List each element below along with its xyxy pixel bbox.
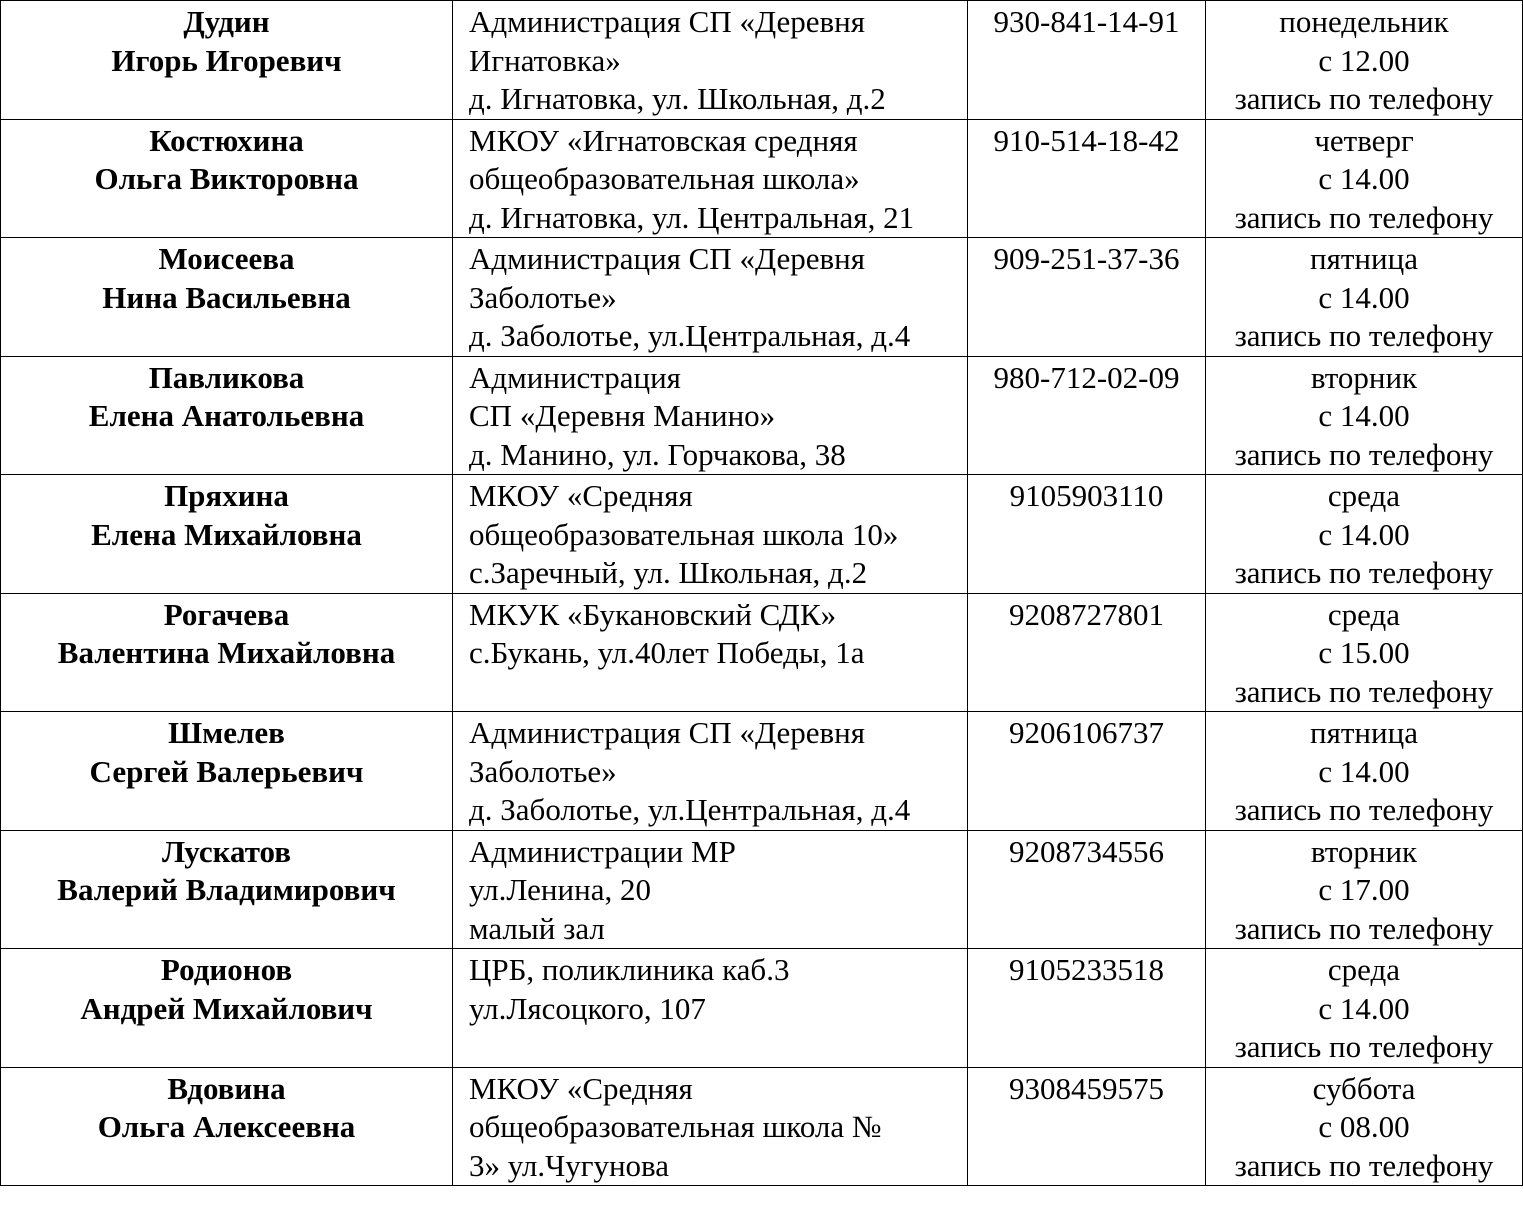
deputy-name-cell [1,830,453,949]
reception-place-cell [453,712,968,831]
phone-number: 9206106737 [1009,715,1164,750]
reception-day: среда [1327,952,1401,987]
appointment-note: запись по телефону [1234,555,1494,590]
reception-schedule-body [1,1,1523,1186]
deputy-given-names: Валерий Владимирович [57,872,396,907]
phone-number: 909-251-37-36 [993,241,1180,276]
reception-time-cell [1206,475,1523,594]
deputy-given-names: Елена Михайловна [91,516,362,552]
reception-place-line: ул.Ленина, 20 [469,872,651,907]
phone-number: 910-514-18-42 [993,122,1180,158]
deputy-name-cell [1,475,453,594]
appointment-note: запись по телефону [1234,1147,1494,1183]
reception-place-cell [453,356,968,475]
reception-place-line: МКОУ «Игнатовская средняя [469,122,858,158]
deputy-name-cell [1,1,453,120]
reception-place-line: д. Манино, ул. Горчакова, 38 [469,436,846,472]
deputy-name [1,357,452,436]
reception-place-line: общеобразовательная школа» [469,161,860,196]
reception-place-line: общеобразовательная школа № [469,1109,882,1144]
reception-day: вторник [1310,833,1418,869]
phone-cell [968,238,1206,357]
reception-place-line: Администрация СП «Деревня [469,715,866,750]
deputy-surname: Вдовина [167,1070,286,1106]
phone-cell [968,830,1206,949]
reception-place-line: МКОУ «Средняя [469,478,693,513]
reception-place-line: Администрация [469,359,681,395]
reception-place [469,949,967,1028]
table-row [1,949,1523,1068]
reception-place-cell [453,949,968,1068]
reception-place-line: СП «Деревня Манино» [469,398,776,433]
appointment-note: запись по телефону [1234,81,1494,116]
reception-place-line: Администрации МР [469,833,736,869]
reception-place [469,238,967,356]
reception-place-line: с.Заречный, ул. Школьная, д.2 [469,555,868,590]
reception-place-line: малый зал [469,910,605,946]
phone-cell [968,1067,1206,1186]
reception-place-line: Заболотье» [469,279,617,315]
table-row [1,830,1523,949]
reception-place-cell [453,1067,968,1186]
phone-cell [968,949,1206,1068]
deputy-surname: Костюхина [149,122,304,158]
deputy-name-cell [1,238,453,357]
deputy-surname: Шмелев [168,715,285,750]
deputy-surname: Моисеева [158,241,295,276]
reception-day: среда [1327,596,1401,632]
deputy-given-names: Нина Васильевна [102,279,351,315]
appointment-note: запись по телефону [1234,1029,1494,1064]
appointment-note: запись по телефону [1234,910,1494,946]
reception-place-line: Администрация СП «Деревня [469,241,866,276]
deputy-name [1,1068,452,1147]
phone-cell [968,475,1206,594]
reception-place-line: ЦРБ, поликлиника каб.3 [469,952,790,987]
deputy-given-names: Ольга Викторовна [94,161,359,196]
reception-place-cell [453,593,968,712]
reception-time-cell [1206,238,1523,357]
table-row [1,238,1523,357]
reception-time: с 14.00 [1318,990,1410,1026]
reception-place-line: 3» ул.Чугунова [469,1147,670,1183]
phone-number: 9105903110 [1009,478,1164,513]
reception-place-cell [453,475,968,594]
reception-day: пятница [1310,241,1418,276]
table-row [1,1,1523,120]
reception-time-cell [1206,1067,1523,1186]
reception-place-line: Игнатовка» [469,42,621,78]
reception-time: с 14.00 [1318,398,1410,433]
appointment-note: запись по телефону [1234,199,1494,235]
reception-time: с 14.00 [1318,516,1410,552]
deputy-surname: Родионов [160,952,293,987]
reception-time-cell [1206,830,1523,949]
phone-cell [968,119,1206,238]
reception-place [469,1068,967,1186]
phone-number: 9105233518 [1009,952,1164,987]
reception-place [469,120,967,238]
deputy-given-names: Ольга Алексеевна [97,1109,356,1144]
deputy-name [1,120,452,199]
reception-place [469,594,967,673]
deputy-surname: Пряхина [164,478,289,513]
reception-place-line: ул.Лясоцкого, 107 [469,990,706,1026]
reception-time-cell [1206,712,1523,831]
deputy-name [1,238,452,317]
reception-place-line: д. Игнатовка, ул. Центральная, 21 [469,199,915,235]
table-row [1,593,1523,712]
phone-cell [968,1,1206,120]
deputy-name [1,712,452,791]
phone-number: 9308459575 [1009,1070,1164,1106]
phone-cell [968,356,1206,475]
deputy-surname: Рогачева [163,596,290,632]
table-row [1,119,1523,238]
reception-time: с 14.00 [1318,279,1410,315]
reception-time-cell [1206,1,1523,120]
reception-time-cell [1206,119,1523,238]
phone-number: 9208727801 [1009,596,1164,632]
deputy-name-cell [1,593,453,712]
deputy-name [1,949,452,1028]
reception-time: с 15.00 [1318,635,1410,670]
reception-day: четверг [1314,122,1414,158]
reception-place-line: д. Игнатовка, ул. Школьная, д.2 [469,81,886,116]
reception-place-line: д. Заболотье, ул.Центральная, д.4 [469,792,911,827]
reception-place-line: МКУК «Букановский СДК» [469,596,837,632]
reception-place-cell [453,238,968,357]
reception-place-line: д. Заболотье, ул.Центральная, д.4 [469,318,911,353]
deputy-name-cell [1,356,453,475]
reception-time: с 14.00 [1318,753,1410,789]
reception-place-line: Заболотье» [469,753,617,789]
reception-place-cell [453,119,968,238]
reception-place [469,475,967,593]
appointment-note: запись по телефону [1234,436,1494,472]
table-row [1,356,1523,475]
reception-day: вторник [1310,359,1418,395]
deputy-name [1,831,452,910]
reception-place [469,831,967,949]
appointment-note: запись по телефону [1234,673,1494,709]
deputy-surname: Дудин [183,4,270,39]
reception-time: с 17.00 [1318,872,1410,907]
phone-cell [968,593,1206,712]
table-row [1,475,1523,594]
deputy-name-cell [1,949,453,1068]
reception-time: с 08.00 [1318,1109,1410,1144]
deputy-name [1,594,452,673]
phone-number: 930-841-14-91 [993,4,1180,39]
reception-time-cell [1206,356,1523,475]
appointment-note: запись по телефону [1234,318,1494,353]
reception-place [469,712,967,830]
phone-cell [968,712,1206,831]
appointment-note: запись по телефону [1234,792,1494,827]
reception-day: пятница [1310,715,1418,750]
reception-time: с 12.00 [1318,42,1410,78]
deputy-name-cell [1,119,453,238]
phone-number: 9208734556 [1009,833,1164,869]
reception-place-line: Администрация СП «Деревня [469,4,866,39]
deputy-surname: Лускатов [161,833,291,869]
deputy-name-cell [1,712,453,831]
reception-place [469,1,967,119]
table-row [1,712,1523,831]
table-row [1,1067,1523,1186]
reception-time-cell [1206,949,1523,1068]
reception-time: с 14.00 [1318,161,1410,196]
deputy-given-names: Валентина Михайловна [57,635,396,670]
reception-place-cell [453,830,968,949]
reception-day: суббота [1312,1070,1416,1106]
deputy-given-names: Андрей Михайлович [80,990,373,1026]
deputy-given-names: Сергей Валерьевич [89,753,364,789]
reception-place-line: МКОУ «Средняя [469,1070,693,1106]
reception-day: среда [1327,478,1401,513]
deputy-given-names: Елена Анатольевна [88,398,365,433]
deputy-name-cell [1,1067,453,1186]
reception-day: понедельник [1279,4,1449,39]
deputy-given-names: Игорь Игоревич [111,42,342,78]
reception-place-line: общеобразовательная школа 10» [469,516,899,552]
deputy-name [1,1,452,80]
deputy-name [1,475,452,554]
reception-place-line: с.Букань, ул.40лет Победы, 1а [469,635,865,670]
phone-number: 980-712-02-09 [993,359,1180,395]
deputy-surname: Павликова [148,359,305,395]
reception-place-cell [453,1,968,120]
reception-time-cell [1206,593,1523,712]
reception-place [469,357,967,475]
